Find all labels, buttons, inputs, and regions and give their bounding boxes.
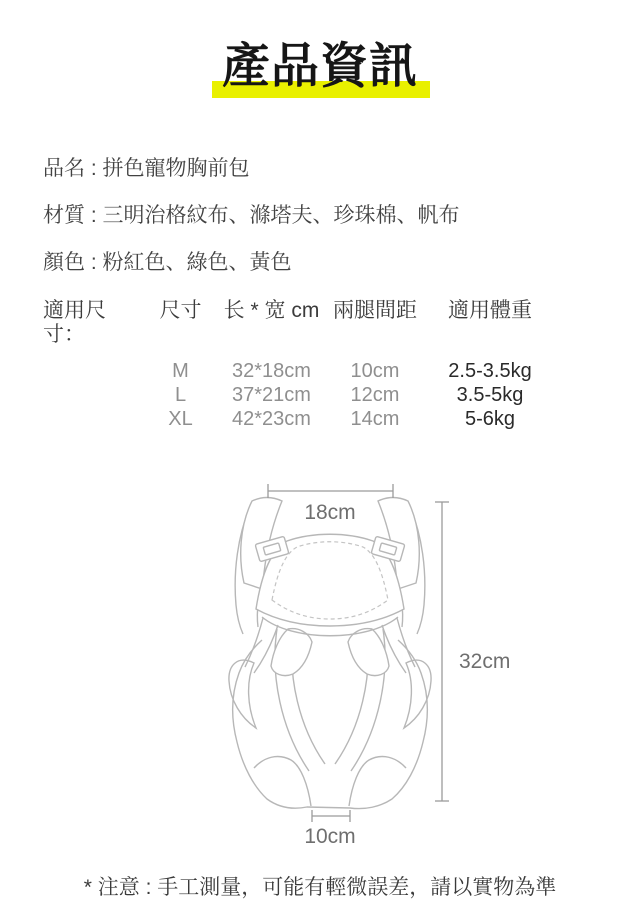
cell-leg-gap: 10cm xyxy=(350,360,400,382)
product-name-line xyxy=(43,158,640,180)
measurement-disclaimer: * 注意 : 手工測量，可能有輕微誤差，請以實物為準 xyxy=(83,876,557,899)
table-row-l xyxy=(43,383,640,407)
product-info-section xyxy=(43,158,640,274)
cell-size: XL xyxy=(168,408,193,430)
dimension-bottom-gap xyxy=(304,810,355,848)
height-label: 32cm xyxy=(459,650,511,673)
table-row-m xyxy=(43,359,640,383)
material-line xyxy=(43,205,640,227)
material-label: 材質 xyxy=(43,204,85,227)
page-title xyxy=(222,40,418,94)
cell-length-width: 32*18cm xyxy=(232,360,311,382)
page-header xyxy=(0,0,640,94)
top-width-label: 18cm xyxy=(304,501,356,524)
colon: : xyxy=(85,251,103,274)
pet-carrier-diagram xyxy=(0,470,640,855)
colon: : xyxy=(85,157,103,180)
color-line xyxy=(43,252,640,274)
cell-weight: 3.5-5kg xyxy=(456,384,524,406)
column-header-leg-gap: 兩腿間距 xyxy=(333,299,417,322)
size-table-caption: 適用尺寸： xyxy=(43,299,106,346)
size-table xyxy=(43,299,640,431)
cell-weight: 5-6kg xyxy=(464,408,516,430)
column-header-length-width: 长 * 宽 cm xyxy=(223,299,320,322)
cell-size: L xyxy=(174,384,187,406)
color-value: 粉紅色、綠色、黃色 xyxy=(102,251,292,274)
size-table-header xyxy=(43,299,640,347)
product-name-label: 品名 xyxy=(43,157,85,180)
cell-length-width: 42*23cm xyxy=(232,408,311,430)
dimension-top-width xyxy=(268,484,393,524)
product-name-value: 拼色寵物胸前包 xyxy=(102,157,250,180)
column-header-weight: 適用體重 xyxy=(448,299,532,322)
column-header-size: 尺寸 xyxy=(159,299,202,322)
dimension-height xyxy=(435,502,510,801)
cell-leg-gap: 12cm xyxy=(350,384,400,406)
cell-length-width: 37*21cm xyxy=(232,384,311,406)
side-wings xyxy=(229,660,431,728)
bottom-gap-label: 10cm xyxy=(304,825,356,848)
colon: : xyxy=(85,204,103,227)
page-title-text: 產品資訊 xyxy=(221,40,418,93)
color-label: 顏色 xyxy=(43,251,85,274)
cell-weight: 2.5-3.5kg xyxy=(448,360,532,382)
table-row-xl xyxy=(43,407,640,431)
cell-leg-gap: 14cm xyxy=(350,408,400,430)
material-value: 三明治格紋布、滌塔夫、珍珠棉、帆布 xyxy=(102,204,460,227)
cell-size: M xyxy=(172,360,189,382)
pouch-body xyxy=(233,629,428,809)
